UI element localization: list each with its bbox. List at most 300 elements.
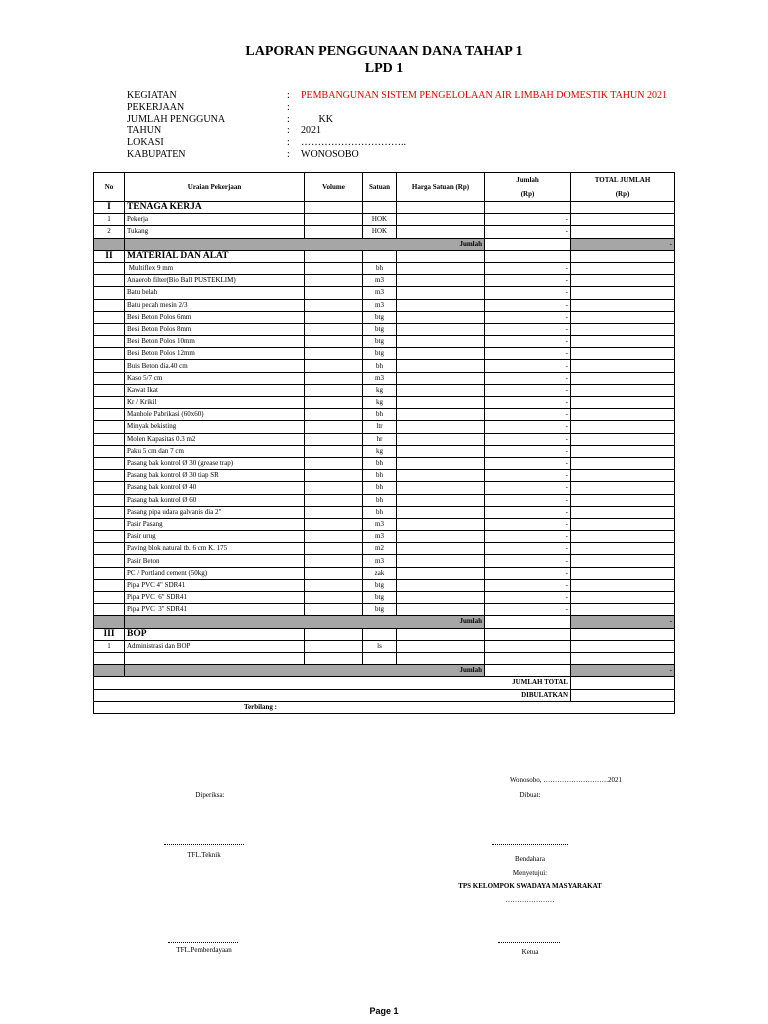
item-jumlah: - (485, 543, 571, 555)
item-volume (305, 372, 363, 384)
empty-cell (397, 628, 485, 640)
table-row (94, 579, 675, 591)
item-total (571, 275, 675, 287)
item-no (94, 555, 125, 567)
tps-dots: ………………… (505, 896, 555, 904)
item-jumlah: - (485, 348, 571, 360)
header-uraian: Uraian Pekerjaan (125, 173, 305, 202)
signature-line-tfl-pemberdayaan (168, 937, 238, 943)
empty-cell (571, 202, 675, 214)
item-uraian: Paku 5 cm dan 7 cm (125, 445, 305, 457)
empty-cell (571, 628, 675, 640)
item-uraian: Besi Beton Polos 8mm (125, 323, 305, 335)
empty-cell (485, 628, 571, 640)
subtotal-label: Jumlah (125, 238, 485, 250)
tfl-pemberdayaan-label: TFL.Pemberdayaan (176, 946, 232, 954)
item-volume (305, 494, 363, 506)
item-satuan: bh (363, 457, 397, 469)
item-jumlah: - (485, 579, 571, 591)
item-uraian: Multiflex 9 mm (125, 262, 305, 274)
place-date: Wonosobo, ……………………….2021 (510, 776, 623, 784)
table-row (94, 299, 675, 311)
item-jumlah: - (485, 397, 571, 409)
item-volume (305, 409, 363, 421)
table-row (94, 531, 675, 543)
item-volume (305, 579, 363, 591)
item-satuan: m3 (363, 299, 397, 311)
section-row (94, 202, 675, 214)
meta-value: KK (301, 113, 333, 125)
item-jumlah: - (485, 311, 571, 323)
table-row (94, 214, 675, 226)
terbilang-row (94, 701, 675, 713)
item-no (94, 567, 125, 579)
item-satuan: btg (363, 348, 397, 360)
item-total (571, 348, 675, 360)
item-no (94, 470, 125, 482)
meta-label: TAHUN (127, 125, 162, 137)
item-total (571, 214, 675, 226)
item-total (571, 409, 675, 421)
item-no (94, 433, 125, 445)
item-jumlah: - (485, 323, 571, 335)
table-row (94, 262, 675, 274)
item-no (94, 531, 125, 543)
meta-value: PEMBANGUNAN SISTEM PENGELOLAAN AIR LIMBAH DOMESTIK TAHUN 2021 (301, 90, 667, 101)
subtotal-jumlah (485, 616, 571, 628)
table-row (94, 506, 675, 518)
item-satuan (363, 652, 397, 664)
item-satuan: HOK (363, 214, 397, 226)
item-jumlah: - (485, 421, 571, 433)
meta-colon: : (287, 101, 290, 113)
item-volume (305, 470, 363, 482)
item-jumlah: - (485, 372, 571, 384)
item-satuan: m3 (363, 518, 397, 530)
item-jumlah (485, 640, 571, 652)
item-no (94, 384, 125, 396)
item-uraian: Pasir Beton (125, 555, 305, 567)
item-no (94, 275, 125, 287)
table-row (94, 226, 675, 238)
item-volume (305, 214, 363, 226)
meta-row (127, 102, 667, 114)
item-harga (397, 384, 485, 396)
item-satuan: ltr (363, 421, 397, 433)
header-jumlah (485, 173, 571, 202)
header-total-line1: TOTAL JUMLAH (594, 176, 651, 184)
item-satuan: btg (363, 323, 397, 335)
item-total (571, 470, 675, 482)
table-row (94, 433, 675, 445)
header-jumlah-line2: (Rp) (520, 190, 535, 198)
table-row (94, 652, 675, 664)
ketua-label: Ketua (521, 948, 539, 956)
item-no (94, 262, 125, 274)
item-no (94, 409, 125, 421)
empty-cell (305, 628, 363, 640)
meta-value: WONOSOBO (301, 148, 359, 160)
section-row (94, 250, 675, 262)
item-harga (397, 579, 485, 591)
item-no (94, 311, 125, 323)
table-row (94, 494, 675, 506)
item-total (571, 567, 675, 579)
item-volume (305, 299, 363, 311)
item-no (94, 543, 125, 555)
section-title: TENAGA KERJA (125, 202, 305, 214)
item-volume (305, 555, 363, 567)
item-no (94, 372, 125, 384)
table-row (94, 445, 675, 457)
item-uraian: Pasang bak kontrol Ø 60 (125, 494, 305, 506)
item-satuan: zak (363, 567, 397, 579)
page-number: Page 1 (369, 1006, 399, 1016)
item-volume (305, 348, 363, 360)
item-uraian: Pipa PVC 6" SDR41 (125, 592, 305, 604)
item-harga (397, 262, 485, 274)
empty-cell (363, 202, 397, 214)
item-satuan: bh (363, 360, 397, 372)
meta-row (127, 137, 667, 149)
item-no (94, 592, 125, 604)
item-jumlah: - (485, 482, 571, 494)
report-title: LAPORAN PENGGUNAAN DANA TAHAP 1 (245, 44, 523, 59)
item-uraian: PC / Portland cement (50kg) (125, 567, 305, 579)
item-volume (305, 262, 363, 274)
item-volume (305, 336, 363, 348)
item-no (94, 348, 125, 360)
item-harga (397, 397, 485, 409)
meta-colon: : (287, 148, 290, 160)
table-row (94, 457, 675, 469)
item-no (94, 506, 125, 518)
item-total (571, 421, 675, 433)
item-volume (305, 323, 363, 335)
item-jumlah: - (485, 262, 571, 274)
item-total (571, 531, 675, 543)
meta-label: LOKASI (127, 137, 164, 149)
item-no (94, 421, 125, 433)
item-total (571, 372, 675, 384)
item-uraian: Pipa PVC 3" SDR41 (125, 604, 305, 616)
item-volume (305, 506, 363, 518)
item-satuan: bh (363, 409, 397, 421)
bendahara-label: Bendahara (515, 855, 545, 863)
item-satuan: btg (363, 592, 397, 604)
item-volume (305, 384, 363, 396)
item-satuan: bh (363, 470, 397, 482)
item-total (571, 299, 675, 311)
meta-block (127, 90, 667, 161)
item-jumlah: - (485, 567, 571, 579)
subtotal-jumlah (485, 238, 571, 250)
item-uraian: Batu belah (125, 287, 305, 299)
item-harga (397, 287, 485, 299)
table-row (94, 640, 675, 652)
item-total (571, 287, 675, 299)
table-row (94, 360, 675, 372)
subtotal-row (94, 238, 675, 250)
empty-cell (94, 238, 125, 250)
signature-line-ketua (498, 937, 560, 943)
empty-cell (363, 250, 397, 262)
item-no (94, 299, 125, 311)
empty-cell (571, 250, 675, 262)
item-satuan: btg (363, 579, 397, 591)
item-uraian: Buis Beton dia.40 cm (125, 360, 305, 372)
item-jumlah (485, 652, 571, 664)
item-uraian: Pasir Pasang (125, 518, 305, 530)
item-total (571, 336, 675, 348)
item-uraian: Manhole Pabrikasi (60x60) (125, 409, 305, 421)
item-volume (305, 275, 363, 287)
item-total (571, 397, 675, 409)
item-volume (305, 457, 363, 469)
item-no (94, 482, 125, 494)
item-jumlah: - (485, 275, 571, 287)
item-total (571, 226, 675, 238)
item-satuan: HOK (363, 226, 397, 238)
item-total (571, 311, 675, 323)
empty-cell (305, 202, 363, 214)
item-harga (397, 494, 485, 506)
item-volume (305, 433, 363, 445)
item-uraian: Molen Kapasitas 0.3 m2 (125, 433, 305, 445)
empty-cell (397, 202, 485, 214)
meta-row (127, 149, 667, 161)
item-jumlah: - (485, 470, 571, 482)
subtotal-row (94, 665, 675, 677)
item-volume (305, 421, 363, 433)
item-uraian: Batu pecah mesin 2/3 (125, 299, 305, 311)
item-harga (397, 482, 485, 494)
header-harga: Harga Satuan (Rp) (397, 173, 485, 202)
item-harga (397, 299, 485, 311)
item-harga (397, 604, 485, 616)
table-row (94, 421, 675, 433)
table-row (94, 287, 675, 299)
item-jumlah: - (485, 592, 571, 604)
item-jumlah: - (485, 555, 571, 567)
item-uraian: Pasir urug (125, 531, 305, 543)
item-volume (305, 543, 363, 555)
item-satuan: bh (363, 506, 397, 518)
subtotal-jumlah (485, 665, 571, 677)
item-uraian: Kawat Ikat (125, 384, 305, 396)
item-total (571, 506, 675, 518)
header-no: No (94, 173, 125, 202)
jumlah-total-value (571, 677, 675, 689)
empty-cell (305, 250, 363, 262)
meta-row (127, 114, 667, 126)
item-volume (305, 531, 363, 543)
item-satuan: kg (363, 445, 397, 457)
table-row (94, 275, 675, 287)
item-satuan: btg (363, 311, 397, 323)
item-harga (397, 421, 485, 433)
item-uraian: Minyak bekisting (125, 421, 305, 433)
table-row (94, 323, 675, 335)
item-uraian: Paving blok natural tb. 6 cm K. 175 (125, 543, 305, 555)
item-total (571, 543, 675, 555)
item-satuan: m3 (363, 531, 397, 543)
item-uraian: Anaerob filter(Bio Ball PUSTEKLIM) (125, 275, 305, 287)
item-satuan: m3 (363, 287, 397, 299)
item-no (94, 336, 125, 348)
item-uraian: Pekerja (125, 214, 305, 226)
meta-row (127, 90, 667, 102)
item-uraian: Pasang bak kontrol Ø 40 (125, 482, 305, 494)
item-volume (305, 640, 363, 652)
item-volume (305, 311, 363, 323)
signature-line-bendahara (492, 839, 568, 845)
item-jumlah: - (485, 299, 571, 311)
item-volume (305, 592, 363, 604)
item-uraian: Kr / Krikil (125, 397, 305, 409)
item-harga (397, 592, 485, 604)
item-volume (305, 604, 363, 616)
item-total (571, 518, 675, 530)
item-no (94, 445, 125, 457)
subtotal-label: Jumlah (125, 616, 485, 628)
header-total-line2: (Rp) (615, 190, 630, 198)
empty-cell (94, 665, 125, 677)
menyetujui-label: Menyetujui: (512, 869, 548, 877)
item-harga (397, 360, 485, 372)
item-satuan: hr (363, 433, 397, 445)
item-volume (305, 360, 363, 372)
jumlah-total-row (94, 677, 675, 689)
item-satuan: bh (363, 482, 397, 494)
section-roman: II (94, 250, 125, 262)
item-total (571, 433, 675, 445)
meta-colon: : (287, 137, 290, 149)
item-harga (397, 457, 485, 469)
header-satuan: Satuan (363, 173, 397, 202)
meta-value: ………………………….. (301, 137, 406, 149)
item-no: 2 (94, 226, 125, 238)
terbilang-label: Terbilang : (94, 701, 675, 713)
meta-label: KABUPATEN (127, 148, 186, 160)
table-row (94, 604, 675, 616)
dibuat-label: Dibuat: (519, 791, 541, 799)
item-harga (397, 226, 485, 238)
item-jumlah: - (485, 531, 571, 543)
item-uraian: Administrasi dan BOP (125, 640, 305, 652)
jumlah-total-label: JUMLAH TOTAL (94, 677, 571, 689)
item-total (571, 457, 675, 469)
table-row (94, 397, 675, 409)
tps-label: TPS KELOMPOK SWADAYA MASYARAKAT (458, 882, 602, 890)
item-total (571, 555, 675, 567)
item-satuan: m2 (363, 543, 397, 555)
section-roman: I (94, 202, 125, 214)
item-jumlah: - (485, 457, 571, 469)
item-harga (397, 567, 485, 579)
item-harga (397, 518, 485, 530)
item-harga (397, 409, 485, 421)
item-volume (305, 482, 363, 494)
item-uraian: Besi Beton Polos 6mm (125, 311, 305, 323)
item-satuan: m3 (363, 555, 397, 567)
report-subtitle: LPD 1 (364, 61, 404, 76)
item-harga (397, 348, 485, 360)
item-harga (397, 470, 485, 482)
empty-cell (485, 202, 571, 214)
table-row (94, 518, 675, 530)
diperiksa-label: Diperiksa: (195, 791, 225, 799)
item-satuan: btg (363, 336, 397, 348)
item-uraian (125, 652, 305, 664)
item-no (94, 604, 125, 616)
item-harga (397, 323, 485, 335)
item-uraian: Pasang pipa udara galvanis dia 2" (125, 506, 305, 518)
item-uraian: Tukang (125, 226, 305, 238)
table-row (94, 543, 675, 555)
item-satuan: ls (363, 640, 397, 652)
item-harga (397, 555, 485, 567)
header-jumlah-line1: Jumlah (516, 176, 539, 184)
item-jumlah: - (485, 409, 571, 421)
table-row (94, 592, 675, 604)
item-satuan: kg (363, 384, 397, 396)
item-harga (397, 372, 485, 384)
meta-label: JUMLAH PENGGUNA (127, 113, 226, 125)
meta-label: KEGIATAN (127, 90, 177, 101)
item-total (571, 640, 675, 652)
dibulatkan-row (94, 689, 675, 701)
header-total (571, 173, 675, 202)
item-volume (305, 397, 363, 409)
item-total (571, 604, 675, 616)
empty-cell (94, 616, 125, 628)
item-jumlah: - (485, 445, 571, 457)
item-jumlah: - (485, 226, 571, 238)
item-no (94, 494, 125, 506)
item-no (94, 397, 125, 409)
table-row (94, 482, 675, 494)
item-jumlah: - (485, 360, 571, 372)
item-jumlah: - (485, 518, 571, 530)
item-harga (397, 531, 485, 543)
item-no (94, 652, 125, 664)
table-header-row (94, 173, 675, 202)
item-harga (397, 506, 485, 518)
item-harga (397, 543, 485, 555)
item-no: 1 (94, 640, 125, 652)
table-row (94, 311, 675, 323)
subtotal-label: Jumlah (125, 665, 485, 677)
item-satuan: btg (363, 604, 397, 616)
table-row (94, 555, 675, 567)
item-total (571, 652, 675, 664)
table-row (94, 384, 675, 396)
item-total (571, 384, 675, 396)
tfl-teknik-label: TFL.Teknik (187, 851, 221, 859)
subtotal-value: - (571, 238, 675, 250)
item-total (571, 579, 675, 591)
section-title: BOP (125, 628, 305, 640)
meta-colon: : (287, 113, 290, 125)
item-uraian: Pasang bak kontrol Ø 30 tiap SR (125, 470, 305, 482)
item-harga (397, 640, 485, 652)
item-total (571, 360, 675, 372)
item-total (571, 323, 675, 335)
item-jumlah: - (485, 336, 571, 348)
item-satuan: m3 (363, 372, 397, 384)
item-satuan: bh (363, 262, 397, 274)
